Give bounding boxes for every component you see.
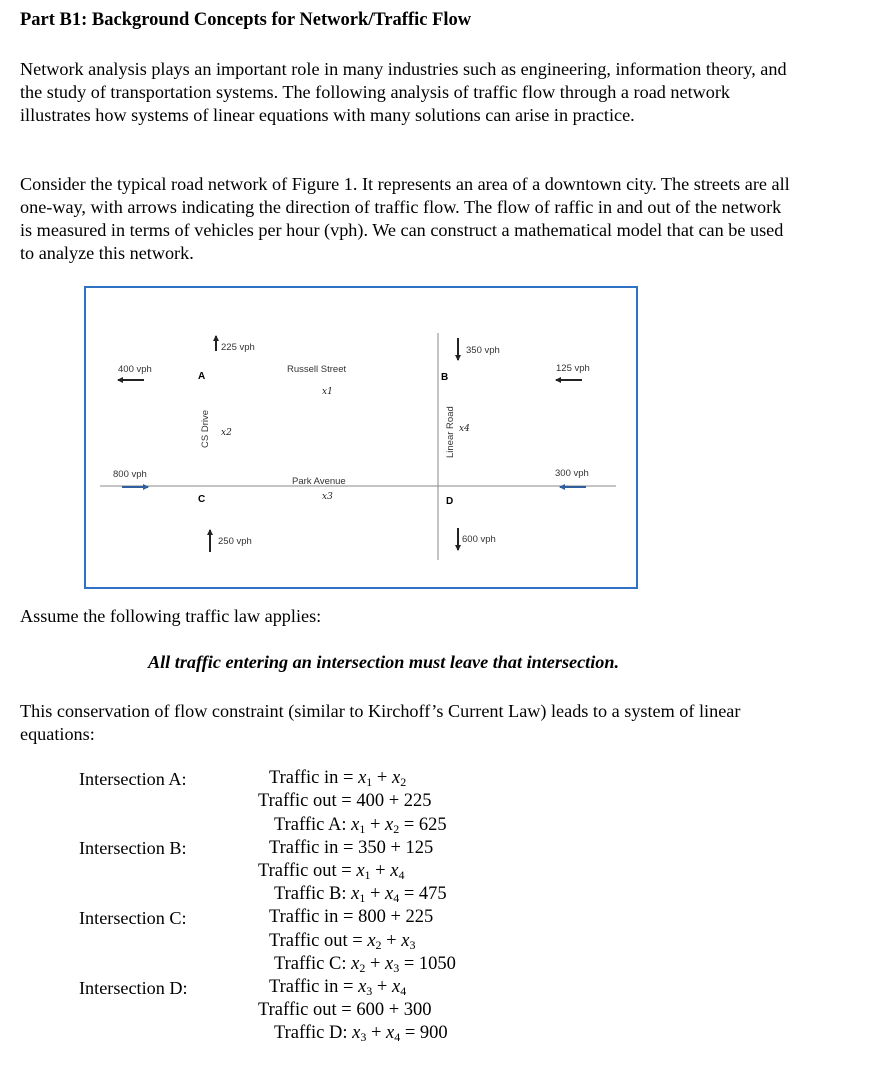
- equation-line: Traffic B: $x_1 + x_4 = 475$: [274, 884, 447, 905]
- math-variable: x: [390, 861, 399, 881]
- equation-line: Traffic D: $x_3 + x_4 = 900$: [274, 1023, 448, 1044]
- x4-variable: x4: [459, 424, 470, 434]
- math-subscript: 1: [359, 822, 366, 836]
- node-d-label: D: [446, 496, 454, 507]
- math-expression: 400 + 225: [356, 791, 432, 811]
- equation-line: Traffic in = $x_3 + x_4$: [269, 977, 407, 998]
- x2-variable: x2: [221, 428, 232, 438]
- math-operator: +: [365, 954, 385, 974]
- intersection-a-label: Intersection A:: [79, 769, 187, 789]
- math-expression: 600 + 300: [356, 1000, 432, 1020]
- math-variable: x: [352, 1023, 361, 1043]
- assume-text: Assume the following traffic law applies:: [20, 606, 322, 626]
- intersection-b-label: Intersection B:: [79, 838, 187, 858]
- math-subscript: 3: [393, 961, 400, 975]
- math-variable: x: [385, 884, 394, 904]
- node-c-label: C: [198, 494, 206, 505]
- c-left-flow-label: 800 vph: [113, 469, 147, 480]
- x3-variable: x3: [322, 492, 333, 502]
- conservation-paragraph: This conservation of flow constraint (similar to Kirchoff’s Current Law) leads to a system of linear equations:: [20, 701, 741, 744]
- x1-variable: x1: [322, 387, 333, 397]
- math-variable: x: [386, 1023, 395, 1043]
- math-subscript: 4: [394, 1030, 401, 1044]
- math-variable: x: [356, 861, 365, 881]
- equation-line: Traffic in = $x_1 + x_2$: [269, 768, 407, 789]
- traffic-law: All traffic entering an intersection must leave that intersection.: [148, 652, 620, 672]
- d-bottom-flow-label: 600 vph: [462, 534, 496, 545]
- intro-paragraph: Network analysis plays an important role in many industries such as engineering, information theory, and the study of transportation systems. The following analysis of traffic flow through a road network illustrates how systems of linear equations with many solutions can arise in practice.: [20, 59, 787, 125]
- math-expression: [358, 977, 406, 997]
- intersection-d-label: Intersection D:: [79, 978, 188, 998]
- a-top-flow-label: 225 vph: [221, 342, 255, 353]
- equation-line: Traffic in = 350 + 125: [269, 838, 434, 858]
- math-operator: +: [370, 861, 391, 881]
- math-variable: x: [351, 954, 360, 974]
- math-expression: [356, 861, 404, 881]
- section-heading: Part B1: Background Concepts for Network/Traffic Flow: [20, 10, 472, 30]
- math-operator: +: [365, 884, 385, 904]
- d-right-flow-label: 300 vph: [555, 468, 589, 479]
- math-subscript: 2: [375, 938, 382, 952]
- math-variable: x: [351, 815, 360, 835]
- b-right-flow-label: 125 vph: [556, 363, 590, 374]
- equation-line: Traffic C: $x_2 + x_3 = 1050$: [274, 954, 456, 975]
- math-variable: x: [367, 931, 376, 951]
- math-operator: +: [366, 1023, 387, 1043]
- b-top-flow-label: 350 vph: [466, 345, 500, 356]
- linear-road-label: Linear Road: [445, 406, 456, 458]
- math-expression: [352, 1023, 400, 1043]
- math-expression: [351, 815, 399, 835]
- equation-line: Traffic out = $x_2 + x_3$: [269, 931, 416, 952]
- math-operator: +: [372, 768, 392, 788]
- network-paragraph: Consider the typical road network of Figure 1. It represents an area of a downtown city. The streets are all one-way, with arrows indicating the direction of traffic flow. The flow of raffic in and out of the network is measured in terms of vehicles per hour (vph). We can construct a mathematical model that can be used to analyze this network.: [20, 174, 790, 263]
- equation-line: Traffic out = 600 + 300: [258, 1000, 432, 1020]
- math-expression: 800 + 225: [358, 907, 434, 927]
- math-expression: 350 + 125: [358, 838, 434, 858]
- math-subscript: 1: [366, 775, 373, 789]
- equation-line: Traffic out = 400 + 225: [258, 791, 432, 811]
- math-variable: x: [391, 768, 401, 788]
- math-variable: x: [351, 884, 360, 904]
- math-variable: x: [391, 977, 401, 997]
- math-subscript: 4: [393, 891, 400, 905]
- math-variable: x: [358, 977, 367, 997]
- math-operator: +: [381, 931, 402, 951]
- math-subscript: 1: [359, 891, 366, 905]
- road-network-figure: [84, 286, 638, 589]
- math-subscript: 3: [409, 938, 416, 952]
- equation-line: Traffic A: $x_1 + x_2 = 625$: [274, 815, 447, 836]
- cs-drive-label: CS Drive: [200, 409, 211, 448]
- math-variable: x: [401, 931, 410, 951]
- intersection-c-label: Intersection C:: [79, 908, 187, 928]
- math-subscript: 2: [393, 822, 400, 836]
- math-subscript: 4: [400, 984, 407, 998]
- a-left-flow-label: 400 vph: [118, 364, 152, 375]
- math-subscript: 3: [366, 984, 373, 998]
- node-a-label: A: [198, 371, 206, 382]
- math-subscript: 2: [359, 961, 366, 975]
- math-expression: [367, 931, 415, 951]
- math-expression: [351, 954, 399, 974]
- math-expression: [358, 768, 406, 788]
- road-network-diagram: [86, 288, 636, 587]
- math-subscript: 1: [364, 868, 371, 882]
- node-b-label: B: [441, 372, 449, 383]
- math-subscript: 3: [360, 1030, 367, 1044]
- c-bottom-flow-label: 250 vph: [218, 536, 252, 547]
- russell-street-label: Russell Street: [287, 364, 347, 375]
- math-variable: x: [385, 954, 394, 974]
- math-variable: x: [385, 815, 394, 835]
- equation-line: Traffic in = 800 + 225: [269, 907, 434, 927]
- park-avenue-label: Park Avenue: [292, 476, 346, 487]
- math-expression: [351, 884, 399, 904]
- math-operator: +: [372, 977, 392, 997]
- equation-line: Traffic out = $x_1 + x_4$: [258, 861, 405, 882]
- math-operator: +: [365, 815, 385, 835]
- math-subscript: 4: [398, 868, 405, 882]
- math-variable: x: [358, 768, 367, 788]
- math-subscript: 2: [400, 775, 407, 789]
